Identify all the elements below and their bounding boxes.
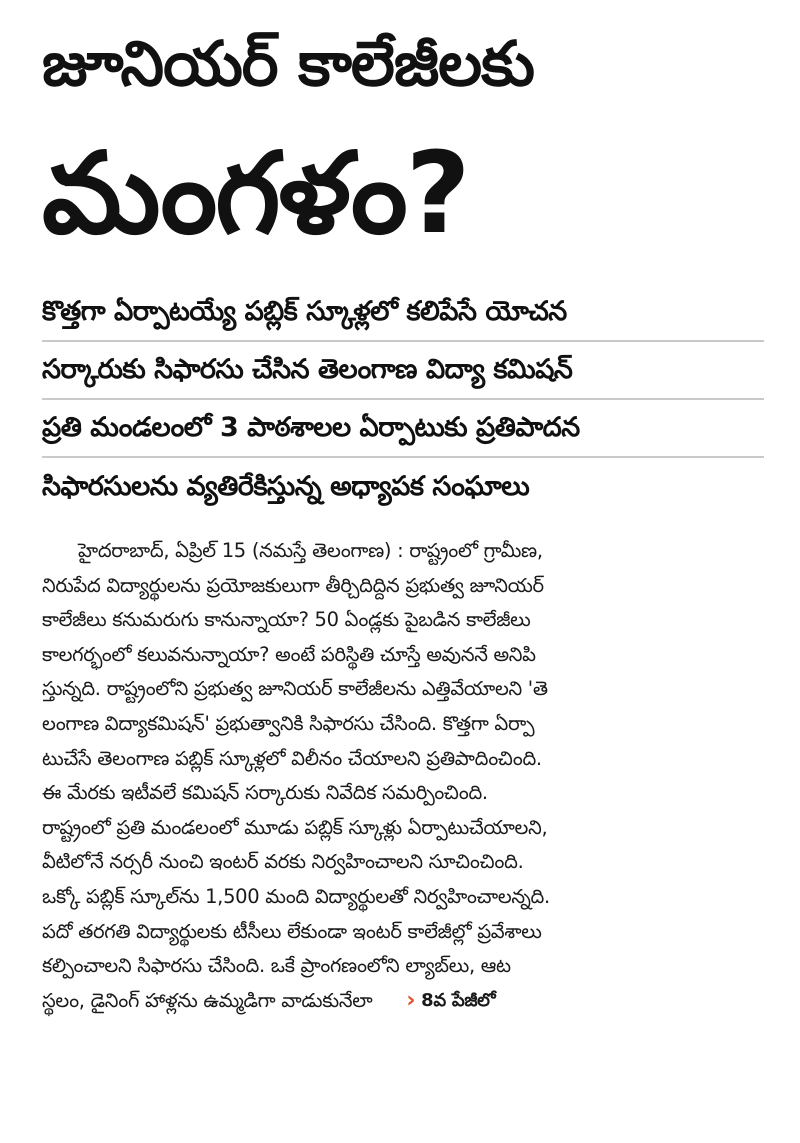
subheading: కొత్తగా ఏర్పాటయ్యే పబ్లిక్ స్కూళ్లలో కలిపేసే యోచన [42, 284, 764, 342]
subheading: ప్రతి మండలంలో 3 పాఠశాలల ఏర్పాటుకు ప్రతిపాదన [42, 400, 764, 458]
article-line: టుచేసే తెలంగాణ పబ్లిక్ స్కూళ్లలో విలీనం చేయాలని ప్రతిపాదించింది. [42, 746, 542, 770]
article-line: కాలగర్భంలో కలువనున్నాయా? అంటే పరిస్థితి చూస్తే అవుననే అనిపి [42, 642, 536, 666]
subheadings [42, 284, 764, 516]
subheading: సర్కారుకు సిఫారసు చేసిన తెలంగాణ విద్యా కమిషన్ [42, 342, 764, 400]
article-body [42, 534, 758, 1018]
continued-page-label: 8వ పేజీలో [421, 989, 496, 1011]
article-line: వీటిలోనే నర్సరీ నుంచి ఇంటర్ వరకు నిర్వహించాలని సూచించింది. [42, 850, 524, 874]
article-line: కాలేజీలు కనుమరుగు కానున్నాయా? 50 ఏండ్లకు పైబడిన కాలేజీలు [42, 608, 531, 632]
article-line: నిరుపేద విద్యార్థులను ప్రయోజకులుగా తీర్చిదిద్దిన ప్రభుత్వ జూనియర్ [42, 573, 544, 597]
article-line: స్థలం, డైనింగ్ హాళ్లను ఉమ్మడిగా వాడుకునేలా [42, 988, 373, 1012]
subheading: సిఫారసులను వ్యతిరేకిస్తున్న అధ్యాపక సంఘాలు [42, 471, 530, 502]
article-line: పదో తరగతి విద్యార్థులకు టీసీలు లేకుండా ఇంటర్ కాలేజీల్లో ప్రవేశాలు [42, 919, 542, 943]
article-line: లంగాణ విద్యాకమిషన్' ప్రభుత్వానికి సిఫారసు చేసింది. కొత్తగా ఏర్పా [42, 711, 535, 735]
article-line: కల్పించాలని సిఫారసు చేసింది. ఒకే ప్రాంగణంలోని ల్యాబ్‌లు, ఆట [42, 954, 511, 978]
article-line: ఒక్కో పబ్లిక్ స్కూల్‌ను 1,500 మంది విద్యార్థులతో నిర్వహించాలన్నది. [42, 884, 550, 908]
article-line: రాష్ట్రంలో ప్రతి మండలంలో మూడు పబ్లిక్ స్కూళ్లు ఏర్పాటుచేయాలని, [42, 815, 548, 839]
article-line: స్తున్నది. రాష్ట్రంలోని ప్రభుత్వ జూనియర్ కాలేజీలను ఎత్తివేయాలని 'తె [42, 677, 548, 701]
chevron-right-icon: › [406, 988, 416, 1014]
continued-on-page[interactable] [406, 984, 495, 1019]
headline-line-1: జూనియర్ కాలేజీలకు [42, 27, 534, 100]
article-line: ఈ మేరకు ఇటీవలే కమిషన్ సర్కారుకు నివేదిక సమర్పించింది. [42, 781, 488, 805]
article-line: హైదరాబాద్, ఏప్రిల్ 15 (నమస్తే తెలంగాణ) : రాష్ట్రంలో గ్రామీణ, [78, 539, 543, 562]
article-last-line [42, 984, 758, 1019]
headline-line-2: మంగళం? [42, 129, 469, 259]
